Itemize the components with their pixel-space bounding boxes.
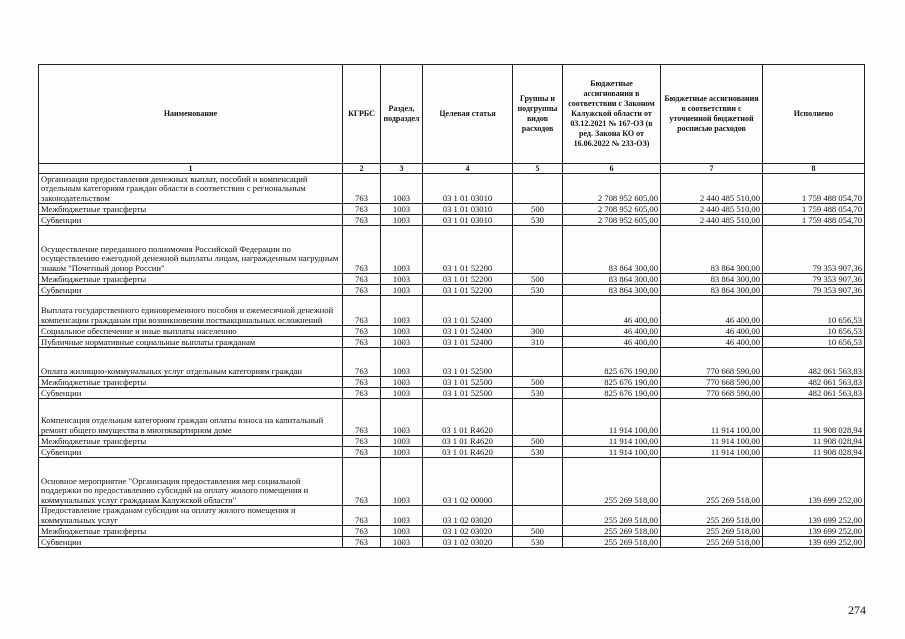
row-kgrbs: 763 bbox=[343, 274, 381, 285]
row-executed: 139 699 252,00 bbox=[763, 537, 865, 548]
row-target: 03 1 01 03010 bbox=[423, 174, 513, 204]
row-law-allocation: 825 676 190,00 bbox=[563, 388, 661, 399]
row-section: 1003 bbox=[381, 204, 423, 215]
row-target: 03 1 01 52200 bbox=[423, 285, 513, 296]
row-target: 03 1 01 52400 bbox=[423, 337, 513, 348]
row-executed: 10 656,53 bbox=[763, 326, 865, 337]
row-refined-allocation: 255 269 518,00 bbox=[661, 506, 763, 526]
header-law-allocations: Бюджетные ассигнования в соответствии с Законом Калужской области от 03.12.2021 № 167-ОЗ (в ред. Закона КО от 16.06.2022 № 233-ОЗ) bbox=[563, 65, 661, 164]
header-target: Целевая статья bbox=[423, 65, 513, 164]
column-number-row bbox=[39, 164, 865, 174]
column-number: 2 bbox=[343, 164, 381, 174]
row-law-allocation: 46 400,00 bbox=[563, 337, 661, 348]
table-row bbox=[39, 337, 865, 348]
table-row bbox=[39, 326, 865, 337]
row-name: Субвенции bbox=[39, 285, 343, 296]
row-target: 03 1 01 03010 bbox=[423, 215, 513, 226]
row-kgrbs: 763 bbox=[343, 296, 381, 326]
row-name: Осуществление переданного полномочия Российской Федерации по осуществлению ежегодной денежной выплаты лицам, награжденным нагрудным знаком "Почетный донор России" bbox=[39, 226, 343, 274]
row-kgrbs: 763 bbox=[343, 388, 381, 399]
table-row bbox=[39, 226, 865, 274]
row-group: 530 bbox=[513, 388, 563, 399]
row-law-allocation: 46 400,00 bbox=[563, 296, 661, 326]
row-refined-allocation: 46 400,00 bbox=[661, 326, 763, 337]
row-name: Межбюджетные трансферты bbox=[39, 436, 343, 447]
row-name: Субвенции bbox=[39, 215, 343, 226]
row-refined-allocation: 46 400,00 bbox=[661, 296, 763, 326]
row-name: Субвенции bbox=[39, 447, 343, 458]
row-kgrbs: 763 bbox=[343, 326, 381, 337]
row-group bbox=[513, 458, 563, 506]
row-section: 1003 bbox=[381, 174, 423, 204]
table-row bbox=[39, 204, 865, 215]
row-section: 1003 bbox=[381, 506, 423, 526]
row-refined-allocation: 83 864 300,00 bbox=[661, 274, 763, 285]
table-row bbox=[39, 215, 865, 226]
table-row bbox=[39, 537, 865, 548]
row-kgrbs: 763 bbox=[343, 436, 381, 447]
row-kgrbs: 763 bbox=[343, 215, 381, 226]
row-executed: 79 353 907,36 bbox=[763, 226, 865, 274]
row-target: 03 1 01 R4620 bbox=[423, 399, 513, 436]
row-section: 1003 bbox=[381, 447, 423, 458]
row-group: 500 bbox=[513, 204, 563, 215]
header-kgrbs: КГРБС bbox=[343, 65, 381, 164]
row-law-allocation: 83 864 300,00 bbox=[563, 274, 661, 285]
row-law-allocation: 11 914 100,00 bbox=[563, 447, 661, 458]
row-law-allocation: 46 400,00 bbox=[563, 326, 661, 337]
row-section: 1003 bbox=[381, 326, 423, 337]
row-law-allocation: 83 864 300,00 bbox=[563, 285, 661, 296]
row-target: 03 1 01 52500 bbox=[423, 377, 513, 388]
row-group: 500 bbox=[513, 436, 563, 447]
row-target: 03 1 01 52400 bbox=[423, 326, 513, 337]
row-section: 1003 bbox=[381, 274, 423, 285]
row-refined-allocation: 255 269 518,00 bbox=[661, 526, 763, 537]
row-kgrbs: 763 bbox=[343, 526, 381, 537]
row-group: 530 bbox=[513, 215, 563, 226]
row-group: 500 bbox=[513, 377, 563, 388]
row-kgrbs: 763 bbox=[343, 506, 381, 526]
row-refined-allocation: 770 668 590,00 bbox=[661, 388, 763, 399]
row-executed: 482 061 563,83 bbox=[763, 377, 865, 388]
row-refined-allocation: 46 400,00 bbox=[661, 337, 763, 348]
header-row bbox=[39, 65, 865, 164]
column-number: 4 bbox=[423, 164, 513, 174]
row-name: Межбюджетные трансферты bbox=[39, 204, 343, 215]
row-group bbox=[513, 399, 563, 436]
row-refined-allocation: 770 668 590,00 bbox=[661, 377, 763, 388]
row-law-allocation: 2 708 952 605,00 bbox=[563, 174, 661, 204]
row-law-allocation: 11 914 100,00 bbox=[563, 399, 661, 436]
row-kgrbs: 763 bbox=[343, 226, 381, 274]
row-kgrbs: 763 bbox=[343, 399, 381, 436]
row-group: 530 bbox=[513, 537, 563, 548]
row-executed: 139 699 252,00 bbox=[763, 526, 865, 537]
row-executed: 482 061 563,83 bbox=[763, 388, 865, 399]
row-section: 1003 bbox=[381, 399, 423, 436]
row-target: 03 1 02 00000 bbox=[423, 458, 513, 506]
row-law-allocation: 825 676 190,00 bbox=[563, 377, 661, 388]
row-executed: 1 759 488 054,70 bbox=[763, 174, 865, 204]
column-number: 8 bbox=[763, 164, 865, 174]
row-kgrbs: 763 bbox=[343, 204, 381, 215]
column-number: 6 bbox=[563, 164, 661, 174]
row-group: 530 bbox=[513, 285, 563, 296]
row-kgrbs: 763 bbox=[343, 348, 381, 377]
row-executed: 1 759 488 054,70 bbox=[763, 215, 865, 226]
budget-table bbox=[38, 64, 865, 548]
row-group bbox=[513, 348, 563, 377]
row-law-allocation: 255 269 518,00 bbox=[563, 458, 661, 506]
row-refined-allocation: 2 440 485 510,00 bbox=[661, 215, 763, 226]
row-section: 1003 bbox=[381, 226, 423, 274]
row-section: 1003 bbox=[381, 436, 423, 447]
row-executed: 1 759 488 054,70 bbox=[763, 204, 865, 215]
row-executed: 139 699 252,00 bbox=[763, 458, 865, 506]
row-name: Социальное обеспечение и иные выплаты населению bbox=[39, 326, 343, 337]
row-kgrbs: 763 bbox=[343, 537, 381, 548]
row-name: Организация предоставления денежных выплат, пособий и компенсаций отдельным категориям граждан области в соответствии с региональным законодательством bbox=[39, 174, 343, 204]
row-law-allocation: 2 708 952 605,00 bbox=[563, 215, 661, 226]
row-name: Межбюджетные трансферты bbox=[39, 377, 343, 388]
table-row bbox=[39, 506, 865, 526]
row-section: 1003 bbox=[381, 285, 423, 296]
table-row bbox=[39, 436, 865, 447]
row-refined-allocation: 2 440 485 510,00 bbox=[661, 174, 763, 204]
header-executed: Исполнено bbox=[763, 65, 865, 164]
row-section: 1003 bbox=[381, 388, 423, 399]
table-row bbox=[39, 447, 865, 458]
row-executed: 79 353 907,36 bbox=[763, 274, 865, 285]
row-name: Предоставление гражданам субсидии на оплату жилого помещения и коммунальных услуг bbox=[39, 506, 343, 526]
table-row bbox=[39, 348, 865, 377]
row-group bbox=[513, 296, 563, 326]
row-section: 1003 bbox=[381, 348, 423, 377]
row-target: 03 1 02 03020 bbox=[423, 537, 513, 548]
row-law-allocation: 2 708 952 605,00 bbox=[563, 204, 661, 215]
table-row bbox=[39, 285, 865, 296]
row-group: 300 bbox=[513, 326, 563, 337]
header-name: Наименование bbox=[39, 65, 343, 164]
table-row bbox=[39, 174, 865, 204]
row-kgrbs: 763 bbox=[343, 377, 381, 388]
row-name: Субвенции bbox=[39, 388, 343, 399]
row-executed: 10 656,53 bbox=[763, 296, 865, 326]
row-refined-allocation: 2 440 485 510,00 bbox=[661, 204, 763, 215]
row-section: 1003 bbox=[381, 337, 423, 348]
row-target: 03 1 01 52200 bbox=[423, 226, 513, 274]
row-kgrbs: 763 bbox=[343, 174, 381, 204]
row-name: Межбюджетные трансферты bbox=[39, 526, 343, 537]
row-target: 03 1 01 52200 bbox=[423, 274, 513, 285]
table-row bbox=[39, 296, 865, 326]
row-target: 03 1 01 03010 bbox=[423, 204, 513, 215]
row-law-allocation: 11 914 100,00 bbox=[563, 436, 661, 447]
row-target: 03 1 01 52500 bbox=[423, 348, 513, 377]
row-executed: 139 699 252,00 bbox=[763, 506, 865, 526]
row-refined-allocation: 11 914 100,00 bbox=[661, 447, 763, 458]
row-kgrbs: 763 bbox=[343, 285, 381, 296]
row-executed: 11 908 028,94 bbox=[763, 436, 865, 447]
column-number: 5 bbox=[513, 164, 563, 174]
row-name: Публичные нормативные социальные выплаты гражданам bbox=[39, 337, 343, 348]
row-executed: 482 061 563,83 bbox=[763, 348, 865, 377]
row-name: Компенсация отдельным категориям граждан оплаты взноса на капитальный ремонт общего имущества в многоквартирном доме bbox=[39, 399, 343, 436]
row-law-allocation: 255 269 518,00 bbox=[563, 506, 661, 526]
column-number: 7 bbox=[661, 164, 763, 174]
row-target: 03 1 02 03020 bbox=[423, 506, 513, 526]
row-target: 03 1 01 R4620 bbox=[423, 447, 513, 458]
row-refined-allocation: 83 864 300,00 bbox=[661, 226, 763, 274]
row-group: 530 bbox=[513, 447, 563, 458]
row-executed: 10 656,53 bbox=[763, 337, 865, 348]
row-group bbox=[513, 226, 563, 274]
row-name: Оплата жилищно-коммунальных услуг отдельным категориям граждан bbox=[39, 348, 343, 377]
page-number: 274 bbox=[848, 603, 866, 617]
row-kgrbs: 763 bbox=[343, 447, 381, 458]
row-group: 500 bbox=[513, 526, 563, 537]
row-executed: 79 353 907,36 bbox=[763, 285, 865, 296]
row-name: Субвенции bbox=[39, 537, 343, 548]
row-name: Выплата государственного единовременного пособия и ежемесячной денежной компенсации гражданам при возникновении поствакцинальных осложнений bbox=[39, 296, 343, 326]
row-law-allocation: 825 676 190,00 bbox=[563, 348, 661, 377]
row-law-allocation: 255 269 518,00 bbox=[563, 537, 661, 548]
table-row bbox=[39, 526, 865, 537]
row-section: 1003 bbox=[381, 526, 423, 537]
row-group bbox=[513, 174, 563, 204]
row-section: 1003 bbox=[381, 296, 423, 326]
row-section: 1003 bbox=[381, 537, 423, 548]
row-law-allocation: 83 864 300,00 bbox=[563, 226, 661, 274]
row-refined-allocation: 11 914 100,00 bbox=[661, 399, 763, 436]
row-group: 500 bbox=[513, 274, 563, 285]
header-groups: Группы и подгруппы видов расходов bbox=[513, 65, 563, 164]
row-section: 1003 bbox=[381, 215, 423, 226]
table-row bbox=[39, 377, 865, 388]
table-row bbox=[39, 458, 865, 506]
row-kgrbs: 763 bbox=[343, 337, 381, 348]
row-executed: 11 908 028,94 bbox=[763, 447, 865, 458]
row-group: 310 bbox=[513, 337, 563, 348]
table-row bbox=[39, 399, 865, 436]
column-number: 1 bbox=[39, 164, 343, 174]
row-refined-allocation: 770 668 590,00 bbox=[661, 348, 763, 377]
row-target: 03 1 01 52400 bbox=[423, 296, 513, 326]
table-row bbox=[39, 274, 865, 285]
row-target: 03 1 02 03020 bbox=[423, 526, 513, 537]
row-name: Основное мероприятие "Организация предоставления мер социальной поддержки по предоставлению субсидий на оплату жилого помещения и коммунальных услуг гражданам Калужской области" bbox=[39, 458, 343, 506]
header-section: Раздел, подраздел bbox=[381, 65, 423, 164]
column-number: 3 bbox=[381, 164, 423, 174]
row-law-allocation: 255 269 518,00 bbox=[563, 526, 661, 537]
row-refined-allocation: 255 269 518,00 bbox=[661, 458, 763, 506]
row-section: 1003 bbox=[381, 458, 423, 506]
row-refined-allocation: 255 269 518,00 bbox=[661, 537, 763, 548]
table-row bbox=[39, 388, 865, 399]
row-target: 03 1 01 R4620 bbox=[423, 436, 513, 447]
row-group bbox=[513, 506, 563, 526]
row-name: Межбюджетные трансферты bbox=[39, 274, 343, 285]
row-section: 1003 bbox=[381, 377, 423, 388]
row-executed: 11 908 028,94 bbox=[763, 399, 865, 436]
header-refined-allocations: Бюджетные ассигнования в соответствии с уточненной бюджетной росписью расходов bbox=[661, 65, 763, 164]
row-target: 03 1 01 52500 bbox=[423, 388, 513, 399]
row-refined-allocation: 83 864 300,00 bbox=[661, 285, 763, 296]
row-refined-allocation: 11 914 100,00 bbox=[661, 436, 763, 447]
row-kgrbs: 763 bbox=[343, 458, 381, 506]
